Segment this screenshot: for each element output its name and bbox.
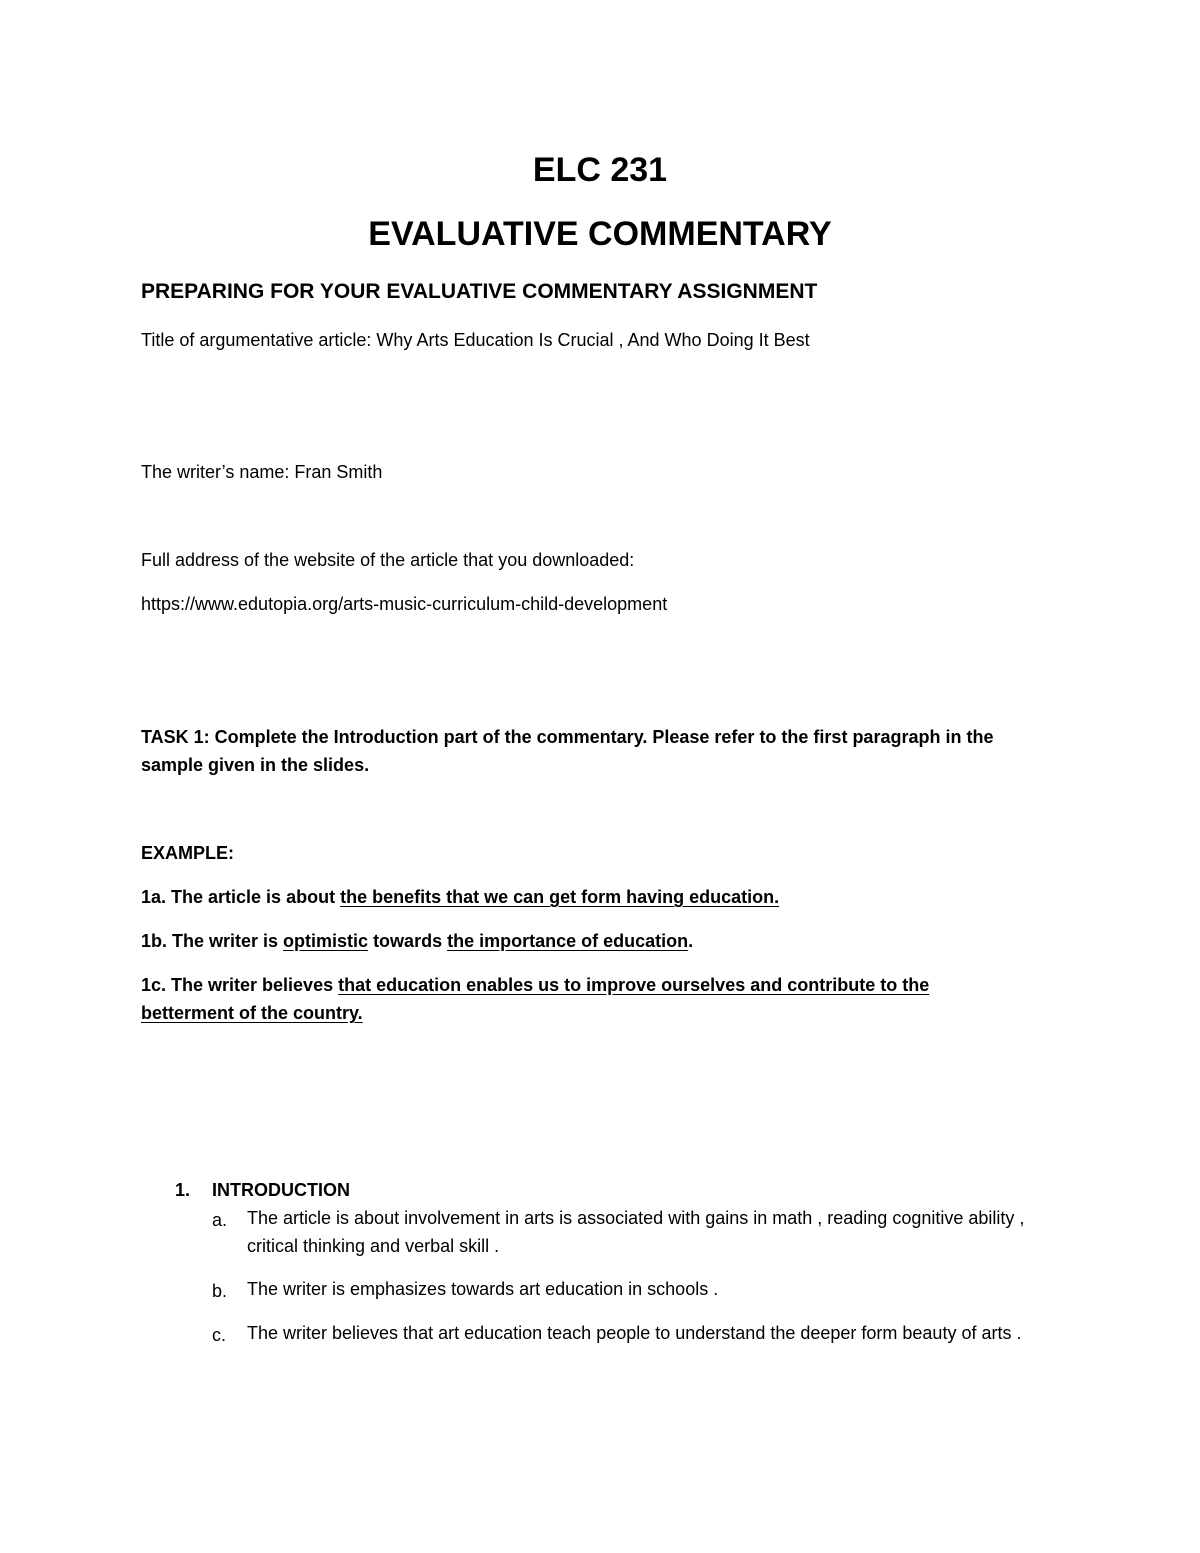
introduction-number: 1. [175,1180,191,1200]
introduction-item-b-marker: b. [212,1281,228,1301]
introduction-item-b-text: The writer is emphasizes towards art education in schools . [247,1279,719,1299]
example-1b-prefix: 1b. The writer is [141,931,284,951]
section-heading: PREPARING FOR YOUR EVALUATIVE COMMENTARY ASSIGNMENT [141,280,818,303]
website-address-url: https://www.edutopia.org/arts-music-curriculum-child-development [141,594,668,614]
example-1c-prefix: 1c. The writer believes [141,975,339,995]
introduction-item-c-text: The writer believes that art education teach people to understand the deeper form beauty of arts . [247,1323,1022,1343]
example-1c-underlined-line-2: betterment of the country. [141,1003,363,1023]
website-address-label: Full address of the website of the article that you downloaded: [141,550,635,570]
introduction-item-c-marker: c. [212,1325,227,1345]
introduction-heading: INTRODUCTION [212,1180,350,1200]
article-title-line: Title of argumentative article: Why Arts Education Is Crucial , And Who Doing It Best [141,330,810,350]
example-1a-prefix: 1a. The article is about [141,887,341,907]
example-1c-continued [141,1002,363,1024]
task-instruction-line-2: sample given in the slides. [141,755,370,775]
example-1c-underlined-line-1: that education enables us to improve ourselves and contribute to the [338,975,930,995]
example-1b [141,930,693,952]
example-1a-underlined: the benefits that we can get form having education. [340,887,780,907]
example-1b-underlined-attitude: optimistic [283,931,369,951]
task-instruction-line-1: TASK 1: Complete the Introduction part of the commentary. Please refer to the first paragraph in the [141,727,994,747]
example-1c [141,974,929,996]
course-code: ELC 231 [532,151,668,189]
example-1b-underlined-topic: the importance of education [447,931,689,951]
introduction-item-a-text: The article is about involvement in arts is associated with gains in math , reading cognitive ability , critical thinking and verbal skill . [247,1208,1025,1256]
example-1b-middle: towards [368,931,448,951]
example-label: EXAMPLE: [141,843,235,863]
introduction-item-a-marker: a. [212,1210,228,1230]
document-title: EVALUATIVE COMMENTARY [368,215,832,253]
writer-name-line: The writer’s name: Fran Smith [141,462,383,482]
example-1b-suffix: . [688,931,694,951]
example-1a [141,886,779,908]
